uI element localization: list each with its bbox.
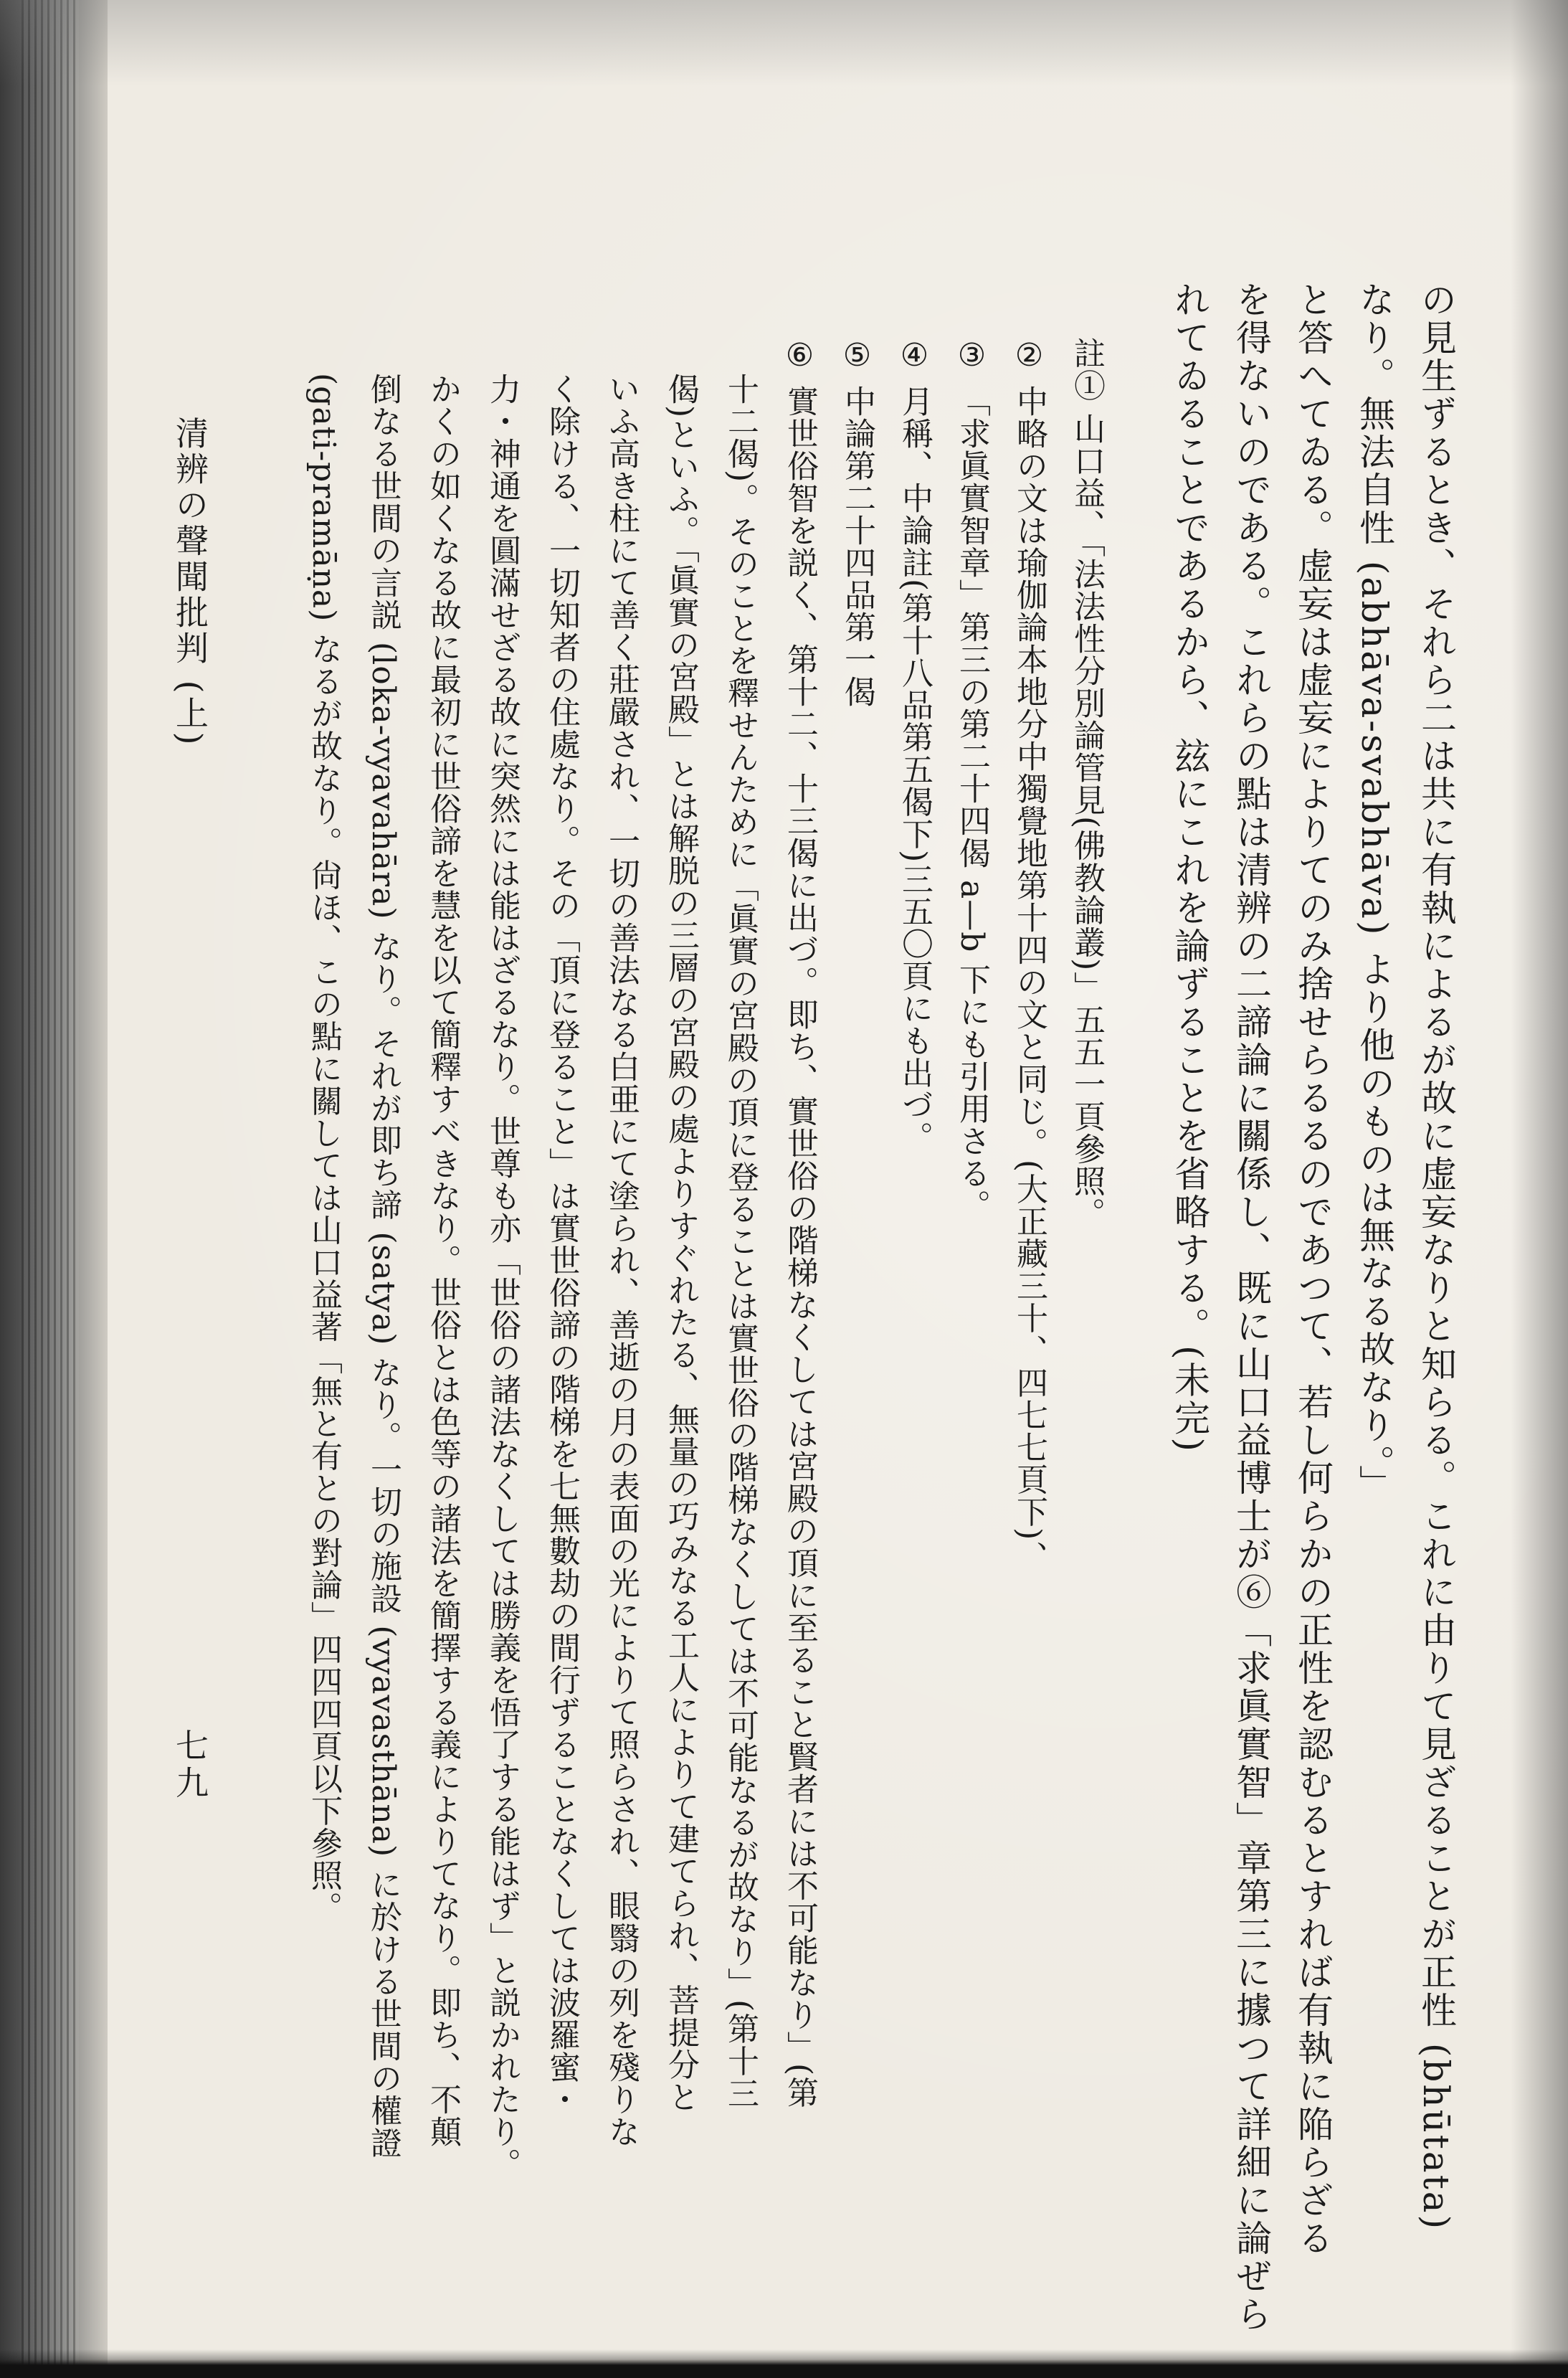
page-number: 七九 — [171, 1728, 209, 1803]
footnote-2: ② 中略の文は瑜伽論本地分中獨覺地第十四の文と同じ。(大正藏三十、四七七頁下)、 — [1011, 337, 1047, 1573]
footnote-5: ⑤ 中論第二十四品第一偈 — [839, 337, 875, 708]
body-column-3: と答へてゐる。虚妄は虚妄によりてのみ捨せらるるのであつて、若し何らかの正性を認むるとすれば有執に陥らざる — [1292, 281, 1334, 2258]
footnote-1: 註① 山口益、「法法性分別論管見(佛教論叢)」五五一頁參照。 — [1068, 337, 1105, 1230]
footnote-6-cont-5: 力・神通を圓滿せざる故に突然には能はざるなり。世尊も亦「世俗の諸法なくしては勝義を悟了する能はず」と説かれたり。 — [484, 373, 521, 2180]
body-column-4: を得ないのである。これらの點は清辨の二諦論に關係し、既に山口益博士が⑥「求眞實智」章第三に據つて詳細に論ぜら — [1230, 281, 1272, 2334]
body-column-5: れてゐることであるから、玆にこれを論ずることを省略する。(未完) — [1169, 281, 1210, 1454]
bottom-edge — [0, 2349, 1568, 2378]
book-spine-shadow — [0, 0, 108, 2378]
footnote-6-cont-2: 偈)といふ。「眞實の宮殿」とは解脱の三層の宮殿の處よりすぐれたる、無量の巧みなる工人によりて建てられ、菩提分と — [662, 373, 699, 2113]
footnote-3: ③ 「求眞實智章」第三の第二十四偈 a—b 下にも引用さる。 — [954, 337, 990, 1222]
footnote-4: ④ 月稱、中論註(第十八品第五偈下)三五〇頁にも出づ。 — [896, 337, 933, 1154]
footnote-6-cont-6: かくの如くなる故に最初に世俗諦を慧を以て簡釋すべきなり。世俗とは色等の諸法を簡擇する義によりてなり。即ち、不顛 — [424, 373, 461, 2148]
footnote-6-cont-3: いふ高き柱にて善く莊嚴され、一切の善法なる白亜にて塗られ、善逝の月の表面の光によりて照らされ、眼翳の列を殘りな — [603, 373, 640, 2148]
body-column-2: なり。無法自性 (abhāva-svabhāva) より他のものは無なる故なり。」 — [1354, 281, 1395, 1503]
footnote-6-cont-4: く除ける、一切知者の住處なり。その「頂に登ること」は實世俗諦の階梯を七無數劫の間行ずることなくしては波羅蜜・ — [543, 373, 580, 2116]
footnote-6-cont-1: 十二偈)。そのことを釋せんために「眞實の宮殿の頂に登ることは實世俗の階梯なくしては不可能なるが故なり」(第十三 — [722, 373, 759, 2110]
footnote-6-cont-8: (gati-pramāṇa) なるが故なり。尙ほ、この點に關しては山口益著「無と有との對論」四四四頁以下參照。 — [305, 373, 342, 1924]
top-shadow — [0, 0, 1568, 86]
body-column-1: の見生ずるとき、それら二は共に有執によるが故に虚妄なりと知らる。これに由りて見ざることが正性 (bhūtata) — [1415, 281, 1457, 2232]
footnote-6-cont-7: 倒なる世間の言説 (loka-vyavahāra) なり。それが即ち諦 (satya) なり。一切の施設 (vyavasthāna) に於ける世間の權證 — [365, 373, 401, 2159]
right-shadow — [1511, 0, 1568, 2378]
footnote-6: ⑥ 實世俗智を説く、第十二、十三偈に出づ。即ち、實世俗の階梯なくしては宮殿の頂に至ること賢者には不可能なり」(第 — [781, 337, 818, 2109]
running-title: 清辨の聲聞批判 (上) — [171, 416, 209, 748]
